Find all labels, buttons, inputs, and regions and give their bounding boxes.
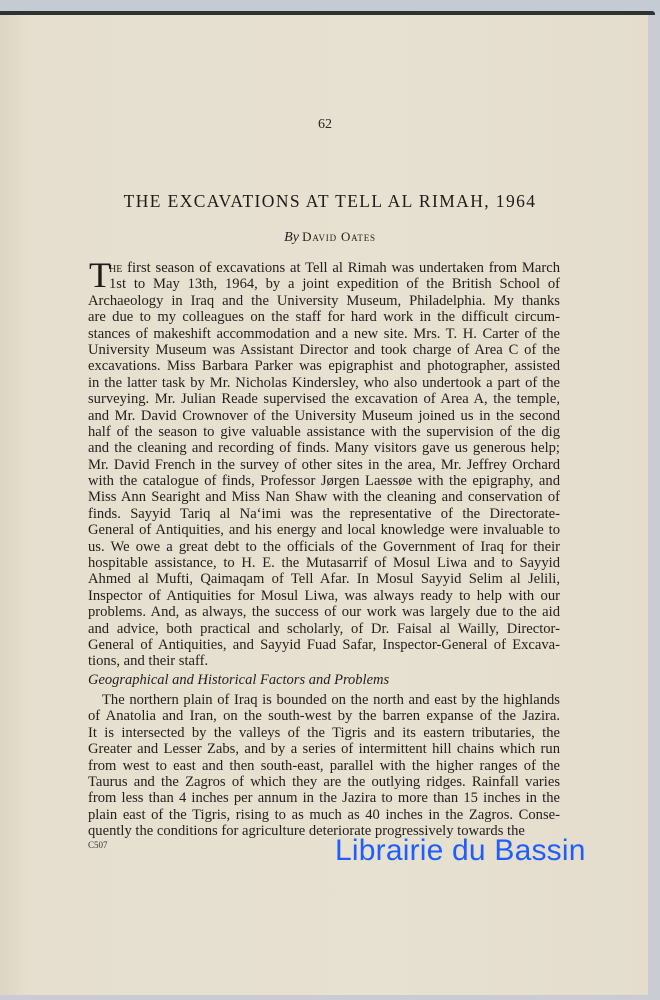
text-line: are due to my colleagues on the staff for hard work in the difficult circum- [88,309,560,326]
text-line: problems. And, as always, the success of our work was largely due to the aid [88,604,560,621]
text-line: and advice, both practical and scholarly, of Dr. Faisal al Wailly, Director- [88,620,560,637]
text-line: Inspector of Antiquities for Mosul Liwa, was always ready to help with our [88,587,560,604]
text-line: Archaeology in Iraq and the University Museum, Philadelphia. My thanks [88,292,560,309]
author: David Oates [302,229,376,244]
text-line: Ahmed al Mufti, Qaimaqam of Tell Afar. In Mosul Sayyid Selim al Jelili, [88,571,560,588]
text-line: General of Antiquities, and Sayyid Fuad Safar, Inspector-General of Excava- [88,636,560,653]
text-line: tions, and their staff. [88,653,209,670]
byline-by: By [284,230,299,245]
byline [0,229,660,246]
text-line: in the latter task by Mr. Nicholas Kindersley, who also undertook a part of the [88,374,560,391]
text-line: excavations. Miss Barbara Parker was epigraphist and photographer, assisted [88,358,560,375]
text-line: finds. Sayyid Tariq al Na‘imi was the representative of the Directorate- [88,505,560,522]
text-line: of Anatolia and Iran, on the south-west by the barren expanse of the Jazira. [88,708,560,725]
text-line: with the catalogue of finds, Professor Jørgen Laessøe with the epigraphy, and [88,473,560,490]
text-line: from less than 4 inches per annum in the Jazira to more than 15 inches in the [88,790,560,807]
text-line: us. We owe a great debt to the officials of the Government of Iraq for their [88,538,560,555]
text-line: stances of makeshift accommodation and a new site. Mrs. T. H. Carter of the [88,325,560,342]
text-line [88,260,560,276]
text-line: and the cleaning and recording of finds. Many visitors gave us generous help; [88,440,560,457]
text-line: University Museum was Assistant Director and took charge of Area C of the [88,341,560,358]
article-title: THE EXCAVATIONS AT TELL AL RIMAH, 1964 [123,191,537,211]
text-line: from west to east and then south-east, parallel with the higher ranges of the [88,757,560,774]
text-line: and Mr. David Crownover of the University Museum joined us in the second [88,407,560,424]
text-line: It is intersected by the valleys of the Tigris and its eastern tributaries, the [88,724,560,741]
text-line: plain east of the Tigris, rising to as much as 40 inches in the Zagros. Conse- [88,806,560,823]
text-line: General of Antiquities, and his energy and local knowledge were invaluable to [88,522,560,539]
watermark: Librairie du Bassin [335,834,586,867]
text-line: Greater and Lesser Zabs, and by a series of intermittent hill chains which run [88,741,560,758]
drop-cap: T [89,255,111,295]
text-line: Miss Ann Searight and Miss Nan Shaw with the cleaning and conservation of [88,489,560,506]
text-line: Mr. David French in the survey of other sites in the area, Mr. Jeffrey Orchard [88,456,560,473]
signature-mark: C507 [88,840,108,850]
text-line: half of the season to give valuable assistance with the supervision of the dig [88,423,560,440]
text-line: 1st to May 13th, 1964, by a joint expedition of the British School of [109,276,560,293]
text-line: quently the conditions for agriculture deteriorate progressively towards the [88,823,525,840]
section-heading: Geographical and Historical Factors and Problems [88,672,390,688]
line-text: first season of excavations at Tell al Rimah was undertaken from March [122,260,560,276]
intro-paragraph [88,260,560,670]
page-number: 62 [318,117,332,132]
text-line: surveying. Mr. Julian Reade supervised the excavation of Area A, the temple, [88,391,560,408]
text-line: Taurus and the Zagros of which they are the outlying ridges. Rainfall varies [88,773,560,790]
text-line: The northern plain of Iraq is bounded on the north and east by the highlands [102,692,560,708]
small-caps-word: he [109,260,123,276]
section-paragraph [88,692,560,840]
text-line: hospitable assistance, to H. E. the Mutasarrif of Mosul Liwa and to Sayyid [88,555,560,572]
